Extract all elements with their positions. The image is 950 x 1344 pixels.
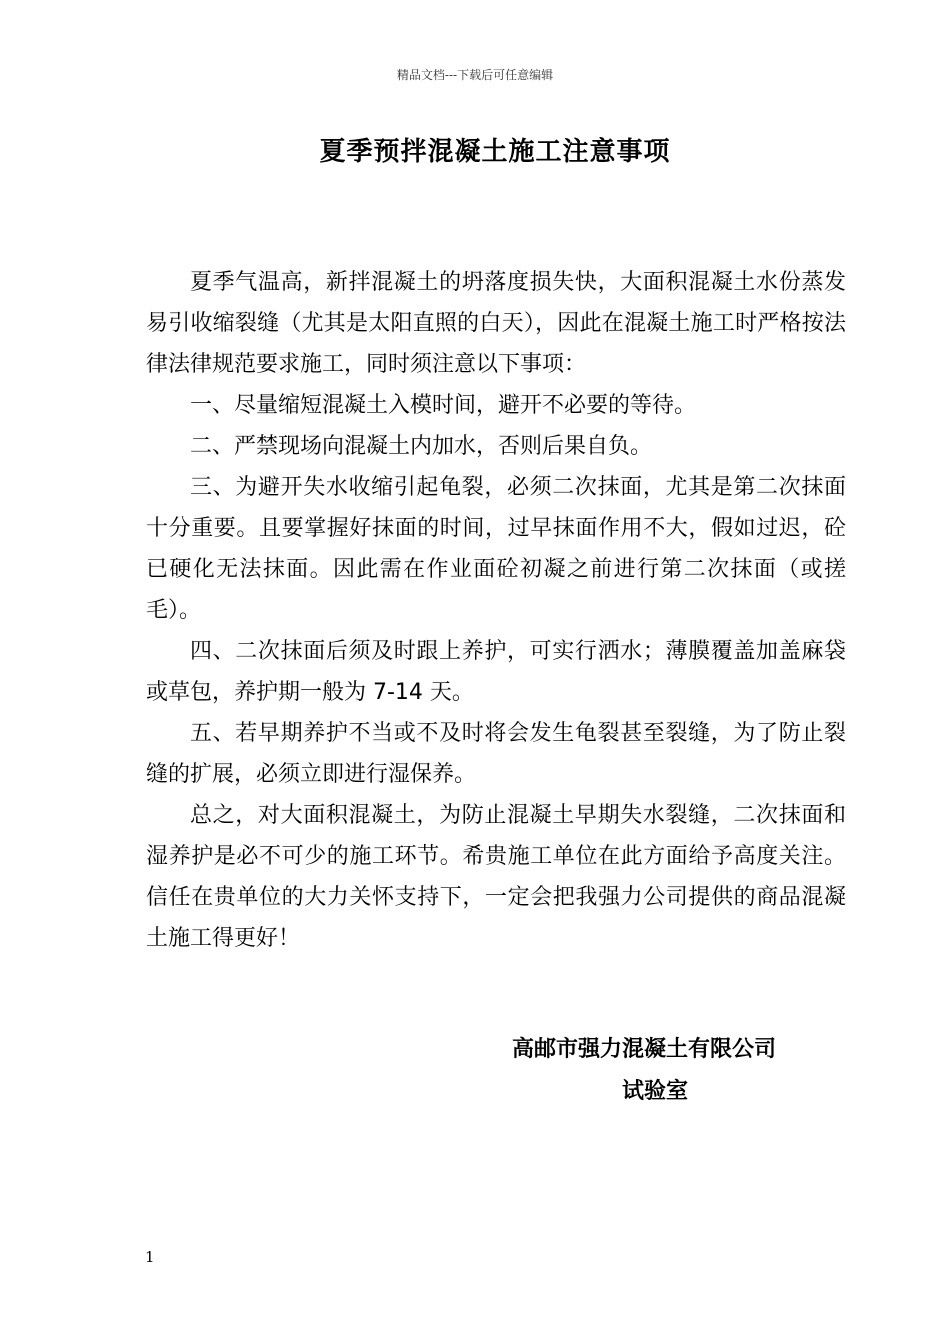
document-title: 夏季预拌混凝土施工注意事项 — [319, 137, 671, 167]
paragraph-item-5: 五、若早期养护不当或不及时将会发生龟裂甚至裂缝，为了防止裂缝的扩展，必须立即进行湿保养。 — [146, 721, 846, 787]
header-note: 精品文档---下载后可任意编辑 — [396, 68, 554, 82]
paragraph-item-1: 一、尽量缩短混凝土入模时间，避开不必要的等待。 — [190, 393, 697, 418]
paragraph-item-2: 二、严禁现场向混凝土内加水，否则后果自负。 — [190, 434, 653, 459]
document-body — [146, 262, 846, 959]
paragraph-item-4: 四、二次抹面后须及时跟上养护，可实行洒水；薄膜覆盖加盖麻袋或草包，养护期一般为 7-14 天。 — [146, 639, 846, 705]
page-number: 1 — [145, 1248, 155, 1266]
paragraph-intro: 夏季气温高，新拌混凝土的坍落度损失快，大面积混凝土水份蒸发易引收缩裂缝（尤其是太阳直照的白天），因此在混凝土施工时严格按法律法律规范要求施工，同时须注意以下事项： — [146, 270, 846, 377]
signature-company: 高邮市强力混凝土有限公司 — [512, 1037, 777, 1062]
paragraph-item-3: 三、为避开失水收缩引起龟裂，必须二次抹面，尤其是第二次抹面十分重要。且要掌握好抹面的时间，过早抹面作用不大，假如过迟，砼已硬化无法抹面。因此需在作业面砼初凝之前进行第二次抹面（或搓毛）。 — [146, 475, 846, 623]
paragraph-conclusion: 总之，对大面积混凝土，为防止混凝土早期失水裂缝，二次抹面和湿养护是必不可少的施工环节。希贵施工单位在此方面给予高度关注。信任在贵单位的大力关怀支持下，一定会把我强力公司提供的商品混凝土施工得更好！ — [146, 803, 846, 951]
signature-department: 试验室 — [622, 1079, 689, 1104]
